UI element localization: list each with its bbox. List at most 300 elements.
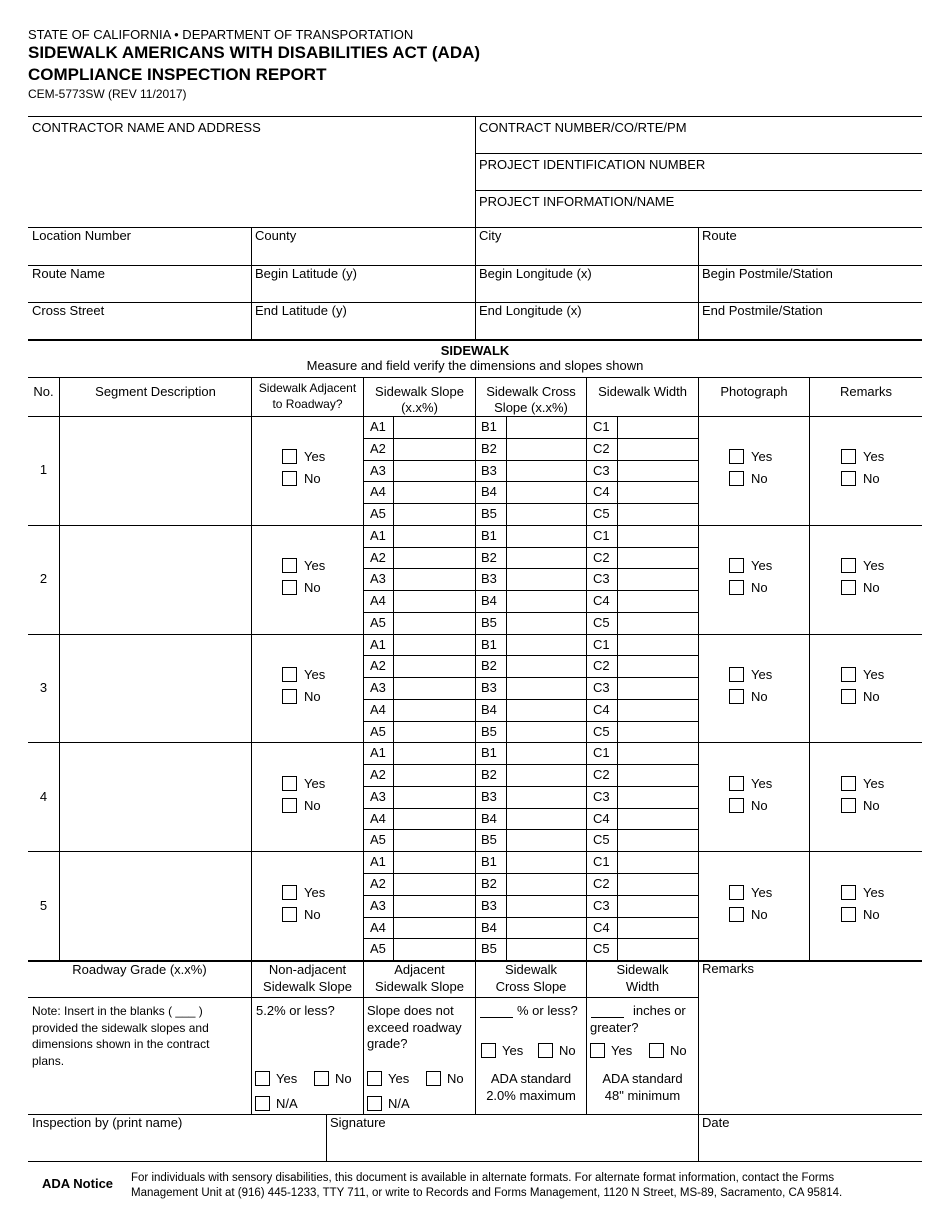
adjacent-yes-checkbox-1[interactable] xyxy=(282,449,297,464)
cross-slope-label: B2 xyxy=(481,767,497,783)
slope-input-4-5[interactable] xyxy=(394,830,475,850)
width-input-2-3[interactable] xyxy=(618,569,697,589)
remarks-yes-label: Yes xyxy=(863,667,885,682)
note-line-3: dimensions shown in the contract xyxy=(32,1037,210,1051)
remarks-yes-label: Yes xyxy=(863,775,885,791)
note-line-2: provided the sidewalk slopes and xyxy=(32,1021,209,1035)
row-number: 3 xyxy=(39,680,48,695)
cross-slope-input-1-2[interactable] xyxy=(507,439,586,459)
slope-label: A3 xyxy=(370,788,386,804)
nonadj-yes-label: Yes xyxy=(276,1071,298,1086)
slope-input-3-5[interactable] xyxy=(394,722,475,742)
ada-notice-text-1: For individuals with sensory disabilities, this document is available in alternate formats. For alternate format information, contact the Forms xyxy=(131,1172,835,1184)
col-adjacent-header-2: to Roadway? xyxy=(272,397,343,411)
cross-slope-label: B3 xyxy=(481,462,497,478)
width-label: C2 xyxy=(593,549,610,565)
width-blank[interactable] xyxy=(591,1017,624,1018)
form-title-line1: SIDEWALK AMERICANS WITH DISABILITIES ACT (ADA) xyxy=(28,43,481,62)
row-number: 1 xyxy=(39,462,48,478)
row-number: 5 xyxy=(39,897,48,913)
width-no-checkbox[interactable] xyxy=(649,1043,664,1058)
segment-description-1[interactable] xyxy=(60,417,251,524)
cross-slope-label: B5 xyxy=(481,941,497,957)
segment-description-2[interactable] xyxy=(60,526,251,633)
contractor-field[interactable]: CONTRACTOR NAME AND ADDRESS xyxy=(32,120,261,135)
width-input-1-5[interactable] xyxy=(618,504,697,524)
adj-no-checkbox[interactable] xyxy=(426,1071,441,1086)
col-width-header: Sidewalk Width xyxy=(598,384,687,399)
col-no-header: No. xyxy=(33,384,54,399)
begin-latitude-field[interactable]: Begin Latitude (y) xyxy=(255,266,357,281)
slope-label: A4 xyxy=(370,810,386,826)
cross-slope-label: B4 xyxy=(481,484,497,500)
slope-label: A2 xyxy=(370,549,386,565)
cross-slope-input-1-5[interactable] xyxy=(507,504,586,524)
adjacent-no-label: No xyxy=(304,580,321,596)
slope-input-3-3[interactable] xyxy=(394,678,475,698)
cross-yes-checkbox[interactable] xyxy=(481,1043,496,1058)
cross-slope-input-1-3[interactable] xyxy=(507,461,586,481)
sidewalk-subtitle: Measure and field verify the dimensions and slopes shown xyxy=(306,358,644,373)
slope-input-1-5[interactable] xyxy=(394,504,475,524)
location-number-field[interactable]: Location Number xyxy=(32,228,131,243)
photograph-no-checkbox-2[interactable] xyxy=(729,580,744,595)
photograph-yes-label: Yes xyxy=(751,449,773,465)
slope-input-1-3[interactable] xyxy=(394,461,475,481)
photograph-yes-checkbox-4[interactable] xyxy=(729,776,744,791)
width-input-2-4[interactable] xyxy=(618,591,697,611)
width-label: C3 xyxy=(593,680,610,696)
nonadj-no-checkbox[interactable] xyxy=(314,1071,329,1086)
county-field[interactable]: County xyxy=(255,228,297,243)
width-input-5-4[interactable] xyxy=(618,918,697,938)
summary-remarks-field[interactable]: Remarks xyxy=(702,961,755,976)
width-input-3-5[interactable] xyxy=(618,722,697,742)
remarks-no-checkbox-3[interactable] xyxy=(841,689,856,704)
remarks-yes-checkbox-4[interactable] xyxy=(841,776,856,791)
slope-label: A1 xyxy=(370,745,386,761)
width-input-4-3[interactable] xyxy=(618,787,697,807)
remarks-no-checkbox-5[interactable] xyxy=(841,907,856,922)
cross-slope-label: B3 xyxy=(481,897,497,913)
slope-input-1-1[interactable] xyxy=(394,417,475,437)
width-label: C4 xyxy=(593,484,610,500)
slope-input-2-1[interactable] xyxy=(394,526,475,546)
width-input-4-4[interactable] xyxy=(618,809,697,829)
width-label: C4 xyxy=(593,701,610,717)
adj-na-label: N/A xyxy=(388,1096,410,1111)
slope-input-3-4[interactable] xyxy=(394,700,475,720)
cross-slope-input-2-3[interactable] xyxy=(507,569,586,589)
form-number: CEM-5773SW (REV 11/2017) xyxy=(28,87,187,101)
cross-header-2: Cross Slope xyxy=(495,979,567,994)
width-input-1-1[interactable] xyxy=(618,417,697,437)
remarks-yes-label: Yes xyxy=(863,884,885,900)
slope-label: A3 xyxy=(370,571,386,587)
adjacent-no-label: No xyxy=(304,906,321,922)
width-yes-label: Yes xyxy=(611,1043,633,1058)
cross-slope-label: B5 xyxy=(481,506,497,521)
cross-slope-input-5-3[interactable] xyxy=(507,896,586,916)
adj-no-label: No xyxy=(447,1071,464,1086)
width-input-3-4[interactable] xyxy=(618,700,697,720)
slope-input-2-4[interactable] xyxy=(394,591,475,611)
cross-slope-label: B5 xyxy=(481,832,497,848)
adjacent-yes-label: Yes xyxy=(304,775,326,791)
roadway-grade-header: Roadway Grade (x.x%) xyxy=(72,962,207,977)
route-field[interactable]: Route xyxy=(702,228,737,243)
slope-label: A2 xyxy=(370,876,386,891)
width-label: C4 xyxy=(593,593,610,609)
slope-input-1-2[interactable] xyxy=(394,439,475,459)
col-slope-header-1: Sidewalk Slope xyxy=(375,384,464,399)
slope-input-4-2[interactable] xyxy=(394,765,475,785)
width-input-5-1[interactable] xyxy=(618,852,697,872)
width-input-3-3[interactable] xyxy=(618,678,697,698)
slope-label: A2 xyxy=(370,658,386,674)
width-input-2-1[interactable] xyxy=(618,526,697,546)
cross-slope-input-5-4[interactable] xyxy=(507,918,586,938)
form-title-line2: COMPLIANCE INSPECTION REPORT xyxy=(28,65,327,84)
adjacent-no-checkbox-1[interactable] xyxy=(282,471,297,486)
photograph-no-label: No xyxy=(751,797,768,813)
cross-slope-label: B3 xyxy=(481,571,497,587)
remarks-no-label: No xyxy=(863,471,880,487)
slope-input-5-1[interactable] xyxy=(394,852,475,872)
width-input-2-2[interactable] xyxy=(618,548,697,568)
cross-slope-input-3-4[interactable] xyxy=(507,700,586,720)
width-input-5-2[interactable] xyxy=(618,874,697,894)
cross-no-checkbox[interactable] xyxy=(538,1043,553,1058)
slope-input-3-1[interactable] xyxy=(394,635,475,655)
cross-slope-input-5-1[interactable] xyxy=(507,852,586,872)
cross-yes-label: Yes xyxy=(502,1043,524,1058)
width-input-3-2[interactable] xyxy=(618,656,697,676)
cross-slope-label: B2 xyxy=(481,876,497,891)
adj-question-3: grade? xyxy=(367,1036,408,1051)
cross-slope-label: B3 xyxy=(481,788,497,804)
adjacent-no-checkbox-3[interactable] xyxy=(282,689,297,704)
signature-field[interactable]: Signature xyxy=(330,1115,386,1130)
nonadj-yes-checkbox[interactable] xyxy=(255,1071,270,1086)
width-label: C2 xyxy=(593,876,610,891)
photograph-no-checkbox-1[interactable] xyxy=(729,471,744,486)
note-line-1: Note: Insert in the blanks ( ___ ) xyxy=(32,1004,203,1018)
slope-label: A2 xyxy=(370,767,386,783)
remarks-yes-checkbox-2[interactable] xyxy=(841,558,856,573)
cross-slope-blank[interactable] xyxy=(480,1017,513,1018)
cross-slope-input-4-4[interactable] xyxy=(507,809,586,829)
cross-standard-2: 2.0% maximum xyxy=(486,1088,576,1103)
width-question-2: greater? xyxy=(590,1020,639,1035)
ada-notice-label: ADA Notice xyxy=(42,1176,114,1191)
cross-standard-1: ADA standard xyxy=(490,1071,572,1086)
width-label: C3 xyxy=(593,571,610,587)
width-yes-checkbox[interactable] xyxy=(590,1043,605,1058)
width-input-5-5[interactable] xyxy=(618,939,697,959)
row-number: 2 xyxy=(39,571,48,587)
cross-slope-input-1-1[interactable] xyxy=(507,417,586,437)
cross-slope-label: B2 xyxy=(481,549,497,565)
adj-yes-checkbox[interactable] xyxy=(367,1071,382,1086)
cross-slope-input-2-5[interactable] xyxy=(507,613,586,633)
col-cross-header-2: Slope (x.x%) xyxy=(494,400,568,415)
slope-input-1-4[interactable] xyxy=(394,482,475,502)
adjacent-no-checkbox-4[interactable] xyxy=(282,798,297,813)
adjacent-yes-label: Yes xyxy=(304,449,326,465)
agency-line: STATE OF CALIFORNIA • DEPARTMENT OF TRANSPORTATION xyxy=(28,27,414,42)
photograph-yes-checkbox-3[interactable] xyxy=(729,667,744,682)
end-postmile-field[interactable]: End Postmile/Station xyxy=(702,303,823,318)
slope-input-4-1[interactable] xyxy=(394,743,475,763)
width-label: C5 xyxy=(593,506,610,521)
photograph-no-label: No xyxy=(751,471,768,487)
slope-input-5-3[interactable] xyxy=(394,896,475,916)
photograph-yes-label: Yes xyxy=(751,558,773,574)
col-slope-header-2: (x.x%) xyxy=(401,400,438,415)
remarks-yes-checkbox-5[interactable] xyxy=(841,885,856,900)
width-input-5-3[interactable] xyxy=(618,896,697,916)
nonadj-question: 5.2% or less? xyxy=(256,1003,335,1018)
width-label: C1 xyxy=(593,527,610,543)
slope-label: A5 xyxy=(370,614,386,630)
cross-slope-label: B1 xyxy=(481,527,497,543)
photograph-no-label: No xyxy=(751,689,768,704)
col-segment-header: Segment Description xyxy=(95,384,216,399)
cross-slope-label: B5 xyxy=(481,614,497,630)
nonadj-na-checkbox[interactable] xyxy=(255,1096,270,1111)
sidewalk-title: SIDEWALK xyxy=(440,343,510,358)
col-remarks-header: Remarks xyxy=(839,384,892,399)
remarks-no-label: No xyxy=(863,689,880,704)
adj-question-1: Slope does not xyxy=(367,1003,454,1018)
slope-label: A4 xyxy=(370,919,386,935)
width-standard-1: ADA standard xyxy=(602,1071,683,1086)
width-input-4-2[interactable] xyxy=(618,765,697,785)
adjacent-no-label: No xyxy=(304,471,321,487)
slope-label: A5 xyxy=(370,941,386,957)
slope-label: A5 xyxy=(370,506,386,521)
col-photo-header: Photograph xyxy=(720,384,788,399)
adjacent-no-checkbox-2[interactable] xyxy=(282,580,297,595)
cross-slope-input-3-1[interactable] xyxy=(507,635,586,655)
slope-input-4-4[interactable] xyxy=(394,809,475,829)
cross-slope-input-4-5[interactable] xyxy=(507,830,586,850)
slope-label: A4 xyxy=(370,701,386,717)
nonadj-no-label: No xyxy=(335,1071,352,1086)
note-line-4: plans. xyxy=(32,1054,65,1068)
slope-input-4-3[interactable] xyxy=(394,787,475,807)
cross-slope-input-3-2[interactable] xyxy=(507,656,586,676)
cross-slope-input-2-4[interactable] xyxy=(507,591,586,611)
segment-description-3[interactable] xyxy=(60,635,251,742)
adjacent-yes-checkbox-2[interactable] xyxy=(282,558,297,573)
width-header-1: Sidewalk xyxy=(616,962,669,977)
cross-slope-input-1-4[interactable] xyxy=(507,482,586,502)
slope-label: A1 xyxy=(370,527,386,543)
project-info-field[interactable]: PROJECT INFORMATION/NAME xyxy=(479,194,675,209)
project-id-field[interactable]: PROJECT IDENTIFICATION NUMBER xyxy=(479,157,706,172)
photograph-no-checkbox-3[interactable] xyxy=(729,689,744,704)
begin-postmile-field[interactable]: Begin Postmile/Station xyxy=(702,266,833,281)
width-question-1: inches or xyxy=(633,1003,686,1018)
segment-description-5[interactable] xyxy=(60,852,251,959)
photograph-no-checkbox-5[interactable] xyxy=(729,907,744,922)
cross-slope-input-5-5[interactable] xyxy=(507,939,586,959)
slope-input-3-2[interactable] xyxy=(394,656,475,676)
cross-slope-input-2-1[interactable] xyxy=(507,526,586,546)
slope-label: A3 xyxy=(370,680,386,696)
width-label: C2 xyxy=(593,767,610,783)
ada-notice-text-2: Management Unit at (916) 445-1233, TTY 711, or write to Records and Forms Management, 1120 N Street, MS-89, Sacramento, CA 95814. xyxy=(131,1187,843,1199)
adj-header-1: Adjacent xyxy=(394,962,445,977)
width-label: C3 xyxy=(593,897,610,913)
adjacent-yes-label: Yes xyxy=(304,884,326,900)
photograph-no-label: No xyxy=(751,906,768,922)
slope-input-5-4[interactable] xyxy=(394,918,475,938)
width-label: C1 xyxy=(593,419,610,434)
col-adjacent-header-1: Sidewalk Adjacent xyxy=(258,381,357,395)
cross-slope-input-2-2[interactable] xyxy=(507,548,586,568)
cross-slope-label: B4 xyxy=(481,701,497,717)
slope-label: A5 xyxy=(370,832,386,848)
slope-label: A4 xyxy=(370,593,386,609)
segment-description-4[interactable] xyxy=(60,743,251,850)
top-divider xyxy=(475,116,476,340)
photograph-no-checkbox-4[interactable] xyxy=(729,798,744,813)
cross-slope-input-4-3[interactable] xyxy=(507,787,586,807)
cross-slope-label: B1 xyxy=(481,636,497,652)
cross-no-label: No xyxy=(559,1043,576,1058)
remarks-no-checkbox-2[interactable] xyxy=(841,580,856,595)
width-input-3-1[interactable] xyxy=(618,635,697,655)
remarks-no-label: No xyxy=(863,906,880,922)
width-input-2-5[interactable] xyxy=(618,613,697,633)
cross-slope-input-5-2[interactable] xyxy=(507,874,586,894)
width-label: C3 xyxy=(593,462,610,478)
width-input-1-3[interactable] xyxy=(618,461,697,481)
remarks-yes-label: Yes xyxy=(863,449,885,465)
cross-slope-label: B1 xyxy=(481,745,497,761)
cross-slope-label: B4 xyxy=(481,919,497,935)
width-header-2: Width xyxy=(625,979,660,994)
end-latitude-field[interactable]: End Latitude (y) xyxy=(255,303,347,318)
remarks-yes-checkbox-1[interactable] xyxy=(841,449,856,464)
adjacent-yes-checkbox-5[interactable] xyxy=(282,885,297,900)
row-number: 4 xyxy=(39,788,48,804)
inspection-by-field[interactable]: Inspection by (print name) xyxy=(32,1115,183,1130)
adjacent-yes-label: Yes xyxy=(304,558,326,574)
width-input-1-2[interactable] xyxy=(618,439,697,459)
photograph-yes-label: Yes xyxy=(751,775,773,791)
slope-label: A1 xyxy=(370,854,386,870)
cross-header-1: Sidewalk xyxy=(504,962,558,977)
route-name-field[interactable]: Route Name xyxy=(32,266,105,281)
adj-header-2: Sidewalk Slope xyxy=(375,979,464,994)
remarks-no-label: No xyxy=(863,797,880,813)
width-label: C4 xyxy=(593,810,610,826)
cross-slope-label: B5 xyxy=(481,723,497,739)
adjacent-yes-checkbox-3[interactable] xyxy=(282,667,297,682)
date-field[interactable]: Date xyxy=(702,1115,730,1130)
cross-slope-input-3-3[interactable] xyxy=(507,678,586,698)
adjacent-yes-checkbox-4[interactable] xyxy=(282,776,297,791)
contract-number-field[interactable]: CONTRACT NUMBER/CO/RTE/PM xyxy=(479,120,687,135)
cross-question: % or less? xyxy=(517,1003,578,1018)
slope-label: A3 xyxy=(370,462,386,478)
photograph-yes-checkbox-5[interactable] xyxy=(729,885,744,900)
slope-input-5-5[interactable] xyxy=(394,939,475,959)
photograph-no-label: No xyxy=(751,580,768,596)
photograph-yes-checkbox-2[interactable] xyxy=(729,558,744,573)
width-label: C1 xyxy=(593,854,610,870)
cross-slope-label: B3 xyxy=(481,680,497,696)
nonadj-header-2: Sidewalk Slope xyxy=(263,979,352,994)
slope-input-2-2[interactable] xyxy=(394,548,475,568)
adj-question-2: exceed roadway xyxy=(367,1020,462,1035)
remarks-no-label: No xyxy=(863,580,880,596)
cross-slope-input-3-5[interactable] xyxy=(507,722,586,742)
remarks-no-checkbox-1[interactable] xyxy=(841,471,856,486)
width-input-4-1[interactable] xyxy=(618,743,697,763)
cross-slope-label: B2 xyxy=(481,658,497,674)
remarks-yes-checkbox-3[interactable] xyxy=(841,667,856,682)
width-no-label: No xyxy=(670,1043,687,1058)
width-label: C1 xyxy=(593,636,610,652)
adjacent-no-label: No xyxy=(304,797,321,813)
width-label: C4 xyxy=(593,919,610,935)
cross-slope-input-4-2[interactable] xyxy=(507,765,586,785)
nonadj-na-label: N/A xyxy=(276,1096,298,1111)
cross-slope-label: B1 xyxy=(481,854,497,870)
slope-input-2-5[interactable] xyxy=(394,613,475,633)
cross-slope-label: B2 xyxy=(481,440,497,456)
remarks-yes-label: Yes xyxy=(863,558,885,574)
photograph-yes-label: Yes xyxy=(751,667,773,682)
width-standard-2: 48" minimum xyxy=(604,1088,681,1103)
slope-label: A3 xyxy=(370,897,386,913)
end-longitude-field[interactable]: End Longitude (x) xyxy=(479,303,582,318)
cross-street-field[interactable]: Cross Street xyxy=(32,303,105,318)
adjacent-yes-label: Yes xyxy=(304,667,326,682)
adjacent-no-checkbox-5[interactable] xyxy=(282,907,297,922)
remarks-no-checkbox-4[interactable] xyxy=(841,798,856,813)
slope-label: A2 xyxy=(370,440,386,456)
slope-label: A5 xyxy=(370,723,386,739)
slope-input-2-3[interactable] xyxy=(394,569,475,589)
slope-input-5-2[interactable] xyxy=(394,874,475,894)
width-label: C1 xyxy=(593,745,610,761)
adjacent-no-label: No xyxy=(304,689,321,704)
begin-longitude-field[interactable]: Begin Longitude (x) xyxy=(479,266,592,281)
nonadj-header-1: Non-adjacent xyxy=(268,962,347,977)
slope-label: A4 xyxy=(370,484,386,500)
cross-slope-label: B4 xyxy=(481,593,497,609)
city-field[interactable]: City xyxy=(479,228,502,243)
width-label: C2 xyxy=(593,440,610,456)
cross-slope-label: B1 xyxy=(481,419,497,434)
slope-label: A1 xyxy=(370,419,386,434)
width-input-1-4[interactable] xyxy=(618,482,697,502)
slope-label: A1 xyxy=(370,636,386,652)
photograph-yes-checkbox-1[interactable] xyxy=(729,449,744,464)
width-label: C3 xyxy=(593,788,610,804)
width-label: C5 xyxy=(593,832,610,848)
adj-na-checkbox[interactable] xyxy=(367,1096,382,1111)
width-input-4-5[interactable] xyxy=(618,830,697,850)
width-label: C5 xyxy=(593,614,610,630)
cross-slope-input-4-1[interactable] xyxy=(507,743,586,763)
